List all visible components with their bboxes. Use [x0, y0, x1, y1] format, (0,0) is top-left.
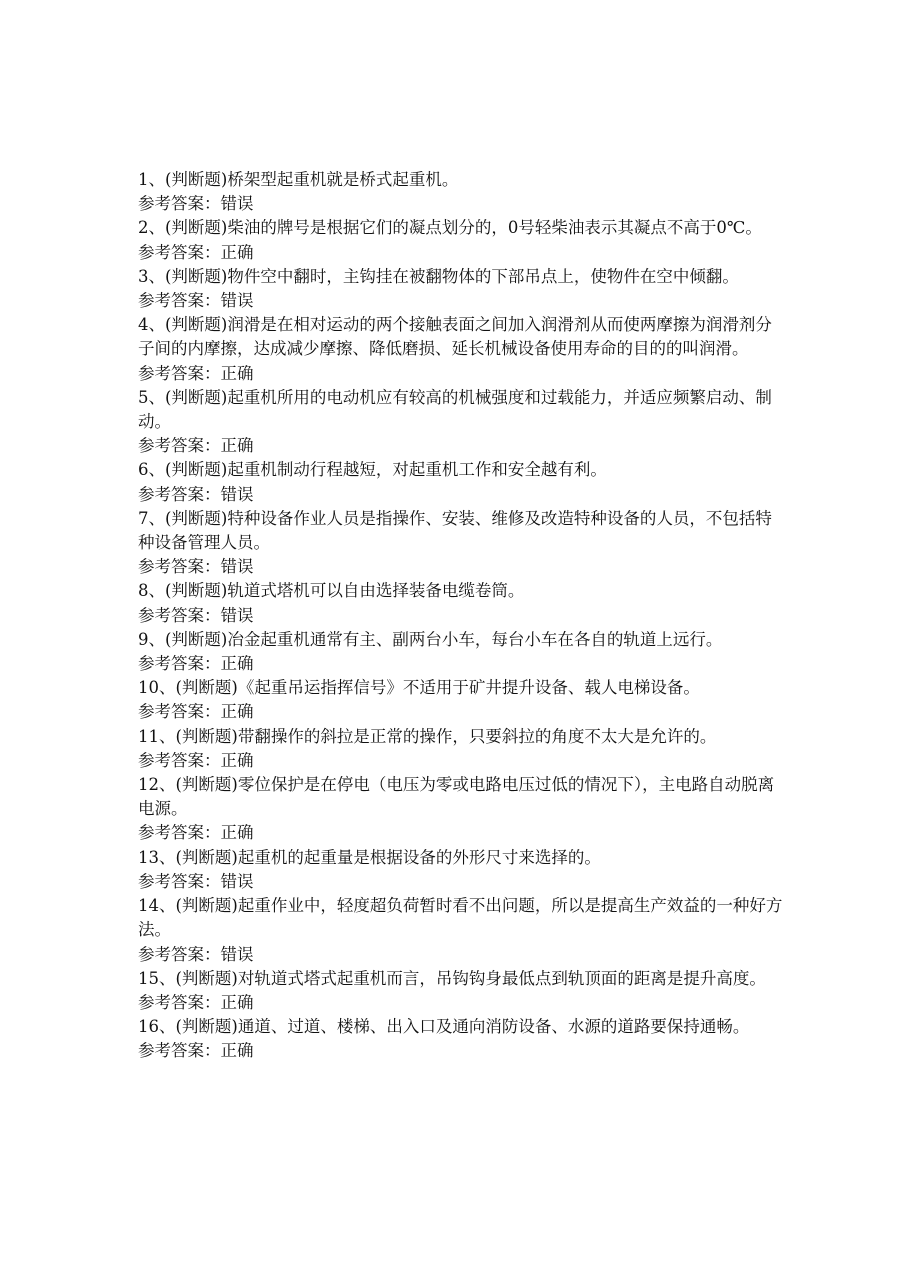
answer-line	[138, 991, 788, 1015]
answer-value: 正确	[220, 363, 254, 383]
question-text: 3、(判断题)物件空中翻时，主钩挂在被翻物体的下部吊点上，使物件在空中倾翻。	[138, 266, 739, 286]
answer-label: 参考答案：	[138, 823, 221, 843]
answer-value: 正确	[220, 654, 254, 674]
answer-value: 错误	[220, 871, 254, 891]
question-text: 12、(判断题)零位保护是在停电（电压为零或电路电压过低的情况下），主电路自动脱离电源。	[138, 775, 775, 819]
answer-line	[138, 943, 788, 967]
answer-label: 参考答案：	[138, 944, 221, 964]
question-item-2	[138, 216, 788, 264]
answer-label: 参考答案：	[138, 992, 221, 1012]
question-item-10	[138, 676, 788, 724]
question-item-11	[138, 725, 788, 773]
answer-line	[138, 483, 788, 507]
question-list	[138, 168, 788, 1064]
answer-line	[138, 434, 788, 458]
question-item-1	[138, 168, 788, 216]
question-text: 2、(判断题)柴油的牌号是根据它们的凝点划分的，0号轻柴油表示其凝点不高于0℃。	[138, 218, 762, 238]
question-item-14	[138, 894, 788, 967]
answer-line	[138, 700, 788, 724]
question-text: 4、(判断题)润滑是在相对运动的两个接触表面之间加入润滑剂从而使两摩擦为润滑剂分子间的内摩擦，达成减少摩擦、降低磨损、延长机械设备使用寿命的目的的叫润滑。	[138, 315, 772, 359]
answer-line	[138, 555, 788, 579]
question-item-7	[138, 507, 788, 580]
answer-label: 参考答案：	[138, 557, 221, 577]
answer-label: 参考答案：	[138, 194, 221, 214]
question-item-15	[138, 967, 788, 1015]
question-text: 9、(判断题)冶金起重机通常有主、副两台小车，每台小车在各自的轨道上远行。	[138, 629, 723, 649]
answer-value: 错误	[220, 484, 254, 504]
answer-label: 参考答案：	[138, 242, 221, 262]
answer-label: 参考答案：	[138, 605, 221, 625]
answer-line	[138, 821, 788, 845]
answer-line	[138, 749, 788, 773]
question-text: 1、(判断题)桥架型起重机就是桥式起重机。	[138, 170, 459, 189]
answer-label: 参考答案：	[138, 363, 221, 383]
answer-label: 参考答案：	[138, 702, 221, 722]
question-item-5	[138, 386, 788, 459]
answer-label: 参考答案：	[138, 654, 221, 674]
question-item-4	[138, 313, 788, 386]
question-item-16	[138, 1015, 788, 1063]
question-text: 16、(判断题)通道、过道、楼梯、出入口及通向消防设备、水源的道路要保持通畅。	[138, 1017, 750, 1037]
question-text: 11、(判断题)带翻操作的斜拉是正常的操作，只要斜拉的角度不太大是允许的。	[138, 726, 717, 746]
question-item-6	[138, 458, 788, 506]
answer-line	[138, 1039, 788, 1063]
answer-value: 正确	[220, 242, 254, 262]
answer-value: 正确	[220, 702, 254, 722]
answer-label: 参考答案：	[138, 436, 221, 456]
answer-line	[138, 289, 788, 313]
answer-value: 错误	[220, 291, 254, 311]
answer-line	[138, 870, 788, 894]
question-text: 6、(判断题)起重机制动行程越短，对起重机工作和安全越有利。	[138, 460, 607, 480]
answer-value: 错误	[220, 605, 254, 625]
answer-value: 正确	[220, 1041, 254, 1061]
question-item-8	[138, 579, 788, 627]
answer-value: 正确	[220, 750, 254, 770]
answer-value: 错误	[220, 194, 254, 214]
answer-line	[138, 604, 788, 628]
question-item-12	[138, 773, 788, 846]
answer-value: 正确	[220, 992, 254, 1012]
answer-line	[138, 652, 788, 676]
answer-label: 参考答案：	[138, 871, 221, 891]
question-text: 10、(判断题)《起重吊运指挥信号》不适用于矿井提升设备、载人电梯设备。	[138, 678, 700, 698]
question-text: 15、(判断题)对轨道式塔式起重机而言，吊钩钩身最低点到轨顶面的距离是提升高度。	[138, 968, 766, 988]
answer-value: 正确	[220, 823, 254, 843]
answer-value: 正确	[220, 436, 254, 456]
question-text: 8、(判断题)轨道式塔机可以自由选择装备电缆卷筒。	[138, 581, 525, 601]
question-text: 13、(判断题)起重机的起重量是根据设备的外形尺寸来选择的。	[138, 847, 601, 867]
answer-line	[138, 192, 788, 216]
question-item-13	[138, 846, 788, 894]
question-item-3	[138, 265, 788, 313]
answer-label: 参考答案：	[138, 1041, 221, 1061]
answer-label: 参考答案：	[138, 484, 221, 504]
question-text: 14、(判断题)起重作业中，轻度超负荷暂时看不出问题，所以是提高生产效益的一种好方法。	[138, 896, 783, 940]
answer-label: 参考答案：	[138, 750, 221, 770]
question-text: 7、(判断题)特种设备作业人员是指操作、安装、维修及改造特种设备的人员，不包括特种设备管理人员。	[138, 508, 772, 553]
answer-line	[138, 241, 788, 265]
answer-value: 错误	[220, 944, 254, 964]
question-text: 5、(判断题)起重机所用的电动机应有较高的机械强度和过载能力，并适应频繁启动、制动。	[138, 387, 772, 432]
question-item-9	[138, 628, 788, 676]
answer-value: 错误	[220, 557, 254, 577]
answer-line	[138, 362, 788, 386]
answer-label: 参考答案：	[138, 291, 221, 311]
